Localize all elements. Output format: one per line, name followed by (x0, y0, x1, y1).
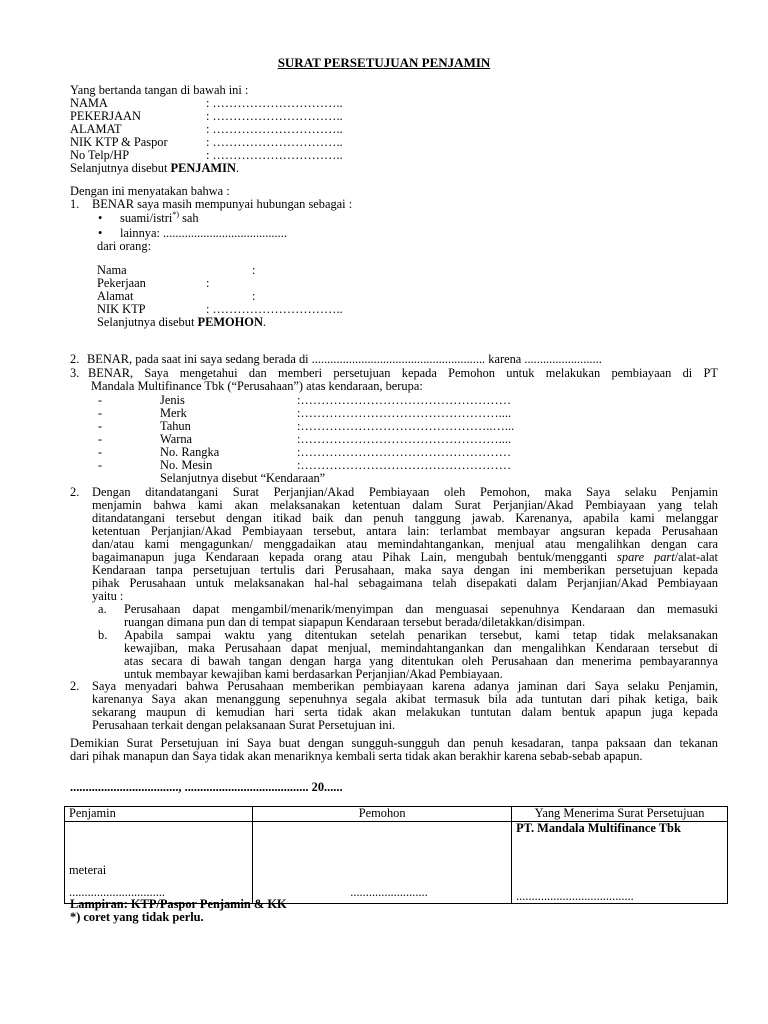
closing-line1: Demikian Surat Persetujuan ini Saya buat dengan sungguh-sungguh dan penuh kesadaran, tanpa paksaan dan tekanan (70, 736, 718, 750)
dash: - (98, 432, 103, 446)
sub-a-line1: Perusahaan dapat mengambil/menarik/menyimpan dan menguasai sepenuhnya Kendaraan dan memasuki (124, 602, 718, 616)
sub-b-line: Apabila sampai waktu yang ditentukan setelah penarikan tersebut, kami tetap tidak melaksanakan (124, 628, 718, 642)
penjamin-sign-line: ............................... (69, 884, 166, 899)
field-value: : ………………………….. (206, 122, 343, 136)
field-value: : ………………………….. (206, 109, 343, 123)
para2b-line: sekarang maupun di kemudian hari serta tidak akan melakukan tuntutan dalam bentuk apapun juga kepada (92, 705, 718, 719)
field-label: Jenis (160, 393, 185, 407)
field-value: : (206, 276, 210, 290)
date-line: ..................................., ........................................ 20...... (70, 780, 343, 794)
field-label: Warna (160, 432, 193, 446)
para2b-line: Perusahaan terkait dengan pelaksanaan Surat Persetujuan ini. (92, 718, 396, 732)
sub-b-line: untuk membayar kewajiban kami berdasarkan Perjanjian/Akad Pembiayaan. (124, 667, 503, 681)
para2-line: pihak Perusahaan untuk melaksanakan hal-hal sebagaimana telah disepakati dalam Perjanjian/Akad Pembiayaan (92, 576, 718, 590)
para2b-line: Saya menyadari bahwa Perusahaan memberikan pembiayaan karena adanya jaminan dari Saya selaku Penjamin, (92, 679, 718, 693)
pemohon-sign-cell (253, 821, 512, 903)
field-label: No. Mesin (160, 458, 213, 472)
field-value: : (252, 263, 256, 277)
para2-line: ditandatangani tersebut dengan itikad baik dan penuh tanggung jawab. Karenanya, apabila kami melanggar (92, 511, 718, 525)
sub-number: a. (98, 602, 107, 616)
para2-line: menjamin bahwa kami akan melaksanakan ketentuan dalam Surat Perjanjian/Akad Pembiayaan yang telah (92, 498, 718, 512)
attachment-note: Lampiran: KTP/Paspor Penjamin & KK (70, 897, 287, 911)
dash: - (98, 458, 103, 472)
field-value: :…………………………………………… (297, 393, 512, 407)
intro-text: Yang bertanda tangan di bawah ini : (70, 83, 249, 97)
field-label: Merk (160, 406, 187, 420)
field-label: Pekerjaan (97, 276, 146, 290)
field-value: :………………………………………….... (297, 406, 512, 420)
penjamin-sign-cell (65, 821, 253, 903)
field-value: : ………………………….. (206, 96, 343, 110)
para2-line: yaitu : (92, 589, 124, 603)
field-value: : ………………………….. (206, 135, 343, 149)
item-number: 3. (70, 366, 80, 380)
para2-line: Dengan ditandatangani Surat Perjanjian/Akad Pembiayaan oleh Pemohon, maka Saya selaku Penjamin (92, 485, 718, 499)
field-label: Nama (97, 263, 127, 277)
closing-line2: dari pihak manapun dan Saya tidak akan menariknya kembali serta tidak akan berakhir karena sebab-sebab apapun. (70, 749, 643, 763)
field-label: NIK KTP (97, 302, 146, 316)
field-value: :…………………………………………… (297, 445, 512, 459)
field-label: Alamat (97, 289, 134, 303)
para2-line: dan/atau kami mengagunkan/ menggadaikan atau memindahtangankan, menjual atau mengalihkan dengan cara (92, 537, 718, 551)
field-value: :………………………………………..…... (297, 419, 515, 433)
field-label: NAMA (70, 96, 108, 110)
field-label: Tahun (160, 419, 191, 433)
item3-line2: Mandala Multifinance Tbk (“Perusahaan”) atas kendaraan, berupa: (91, 379, 423, 393)
item-number: 2. (70, 352, 80, 366)
vehicle-alias: Selanjutnya disebut “Kendaraan” (160, 471, 326, 485)
field-label: ALAMAT (70, 122, 122, 136)
field-value: : ………………………….. (206, 302, 343, 316)
dash: - (98, 419, 103, 433)
receiver-header: Yang Menerima Surat Persetujuan (512, 807, 728, 822)
sub-a-line2: ruangan dimana pun dan di tempat siapapun Kendaraan tersebut berada/diletakkan/disimpan. (124, 615, 586, 629)
para2b-line: karenanya Saya akan menanggung sepenuhnya segala akibat termasuk bila ada tuntutan dari pihak ketiga, baik (92, 692, 718, 706)
sub-number: b. (98, 628, 108, 642)
penjamin-header: Penjamin (65, 807, 253, 822)
field-value: : ………………………….. (206, 148, 343, 162)
item2-text: BENAR, pada saat ini saya sedang berada di ........................................................ karena ......................... (87, 352, 602, 366)
dash: - (98, 406, 103, 420)
field-label: NIK KTP & Paspor (70, 135, 168, 149)
item1-text: BENAR saya masih mempunyai hubungan sebagai : (92, 197, 353, 211)
field-value: :………………………………………….... (297, 432, 512, 446)
company-name: PT. Mandala Multifinance Tbk (516, 820, 681, 835)
item-number: 1. (70, 197, 80, 211)
pemohon-sign-line: ......................... (350, 884, 428, 899)
strike-note: *) coret yang tidak perlu. (70, 910, 204, 924)
item-number: 2. (70, 679, 80, 693)
sub-b-line: atas secara di bawah tangan dengan harga yang ditentukan oleh Perusahaan dan menerima pembayarannya (124, 654, 718, 668)
page-title: SURAT PERSETUJUAN PENJAMIN (277, 55, 491, 70)
para2-line: Kendaraan tanpa persetujuan tertulis dari Perusahaan, maka saya dengan ini memberikan persetujuan kepada (92, 563, 718, 577)
statement-intro: Dengan ini menyatakan bahwa : (70, 184, 230, 198)
para2-line: ketentuan Perjanjian/Akad Pembiayaan tersebut, antara lain: terlambat membayar angsuran kepada Perusahaan (92, 524, 718, 538)
item-number: 2. (70, 485, 80, 499)
bullet2-text: lainnya: ........................................ (120, 226, 287, 240)
guarantor-alias-line: Selanjutnya disebut PENJAMIN. (70, 161, 239, 175)
field-label: PEKERJAAN (70, 109, 141, 123)
field-value: : (252, 289, 256, 303)
sub-b-line: kewajiban, maka Perusahaan dapat menjual, memindahtangankan dan mengalihkan Kendaraan tersebut di (124, 641, 718, 655)
field-value: :…………………………………………… (297, 458, 512, 472)
bullet-icon: • (98, 211, 103, 225)
bullet-icon: • (98, 226, 103, 240)
dash: - (98, 445, 103, 459)
receiver-sign-line: ...................................... (516, 888, 634, 903)
applicant-alias-line: Selanjutnya disebut PEMOHON. (97, 315, 266, 329)
dash: - (98, 393, 103, 407)
pemohon-header: Pemohon (253, 807, 512, 822)
signature-table (64, 806, 728, 904)
item3-line1: BENAR, Saya mengetahui dan memberi persetujuan kepada Pemohon untuk melakukan pembiayaan di PT (88, 366, 718, 380)
bullet1-text: suami/istri*) sah (120, 209, 199, 225)
from-text: dari orang: (97, 239, 152, 253)
para2-line6: bagaimanapun juga Kendaraan kepada orang atau Pihak Lain, mengubah bentuk/mengganti spare part/alat-alat (92, 550, 718, 564)
field-label: No Telp/HP (70, 148, 130, 162)
field-label: No. Rangka (160, 445, 220, 459)
meterai-label: meterai (69, 862, 107, 877)
receiver-sign-cell (512, 821, 728, 903)
